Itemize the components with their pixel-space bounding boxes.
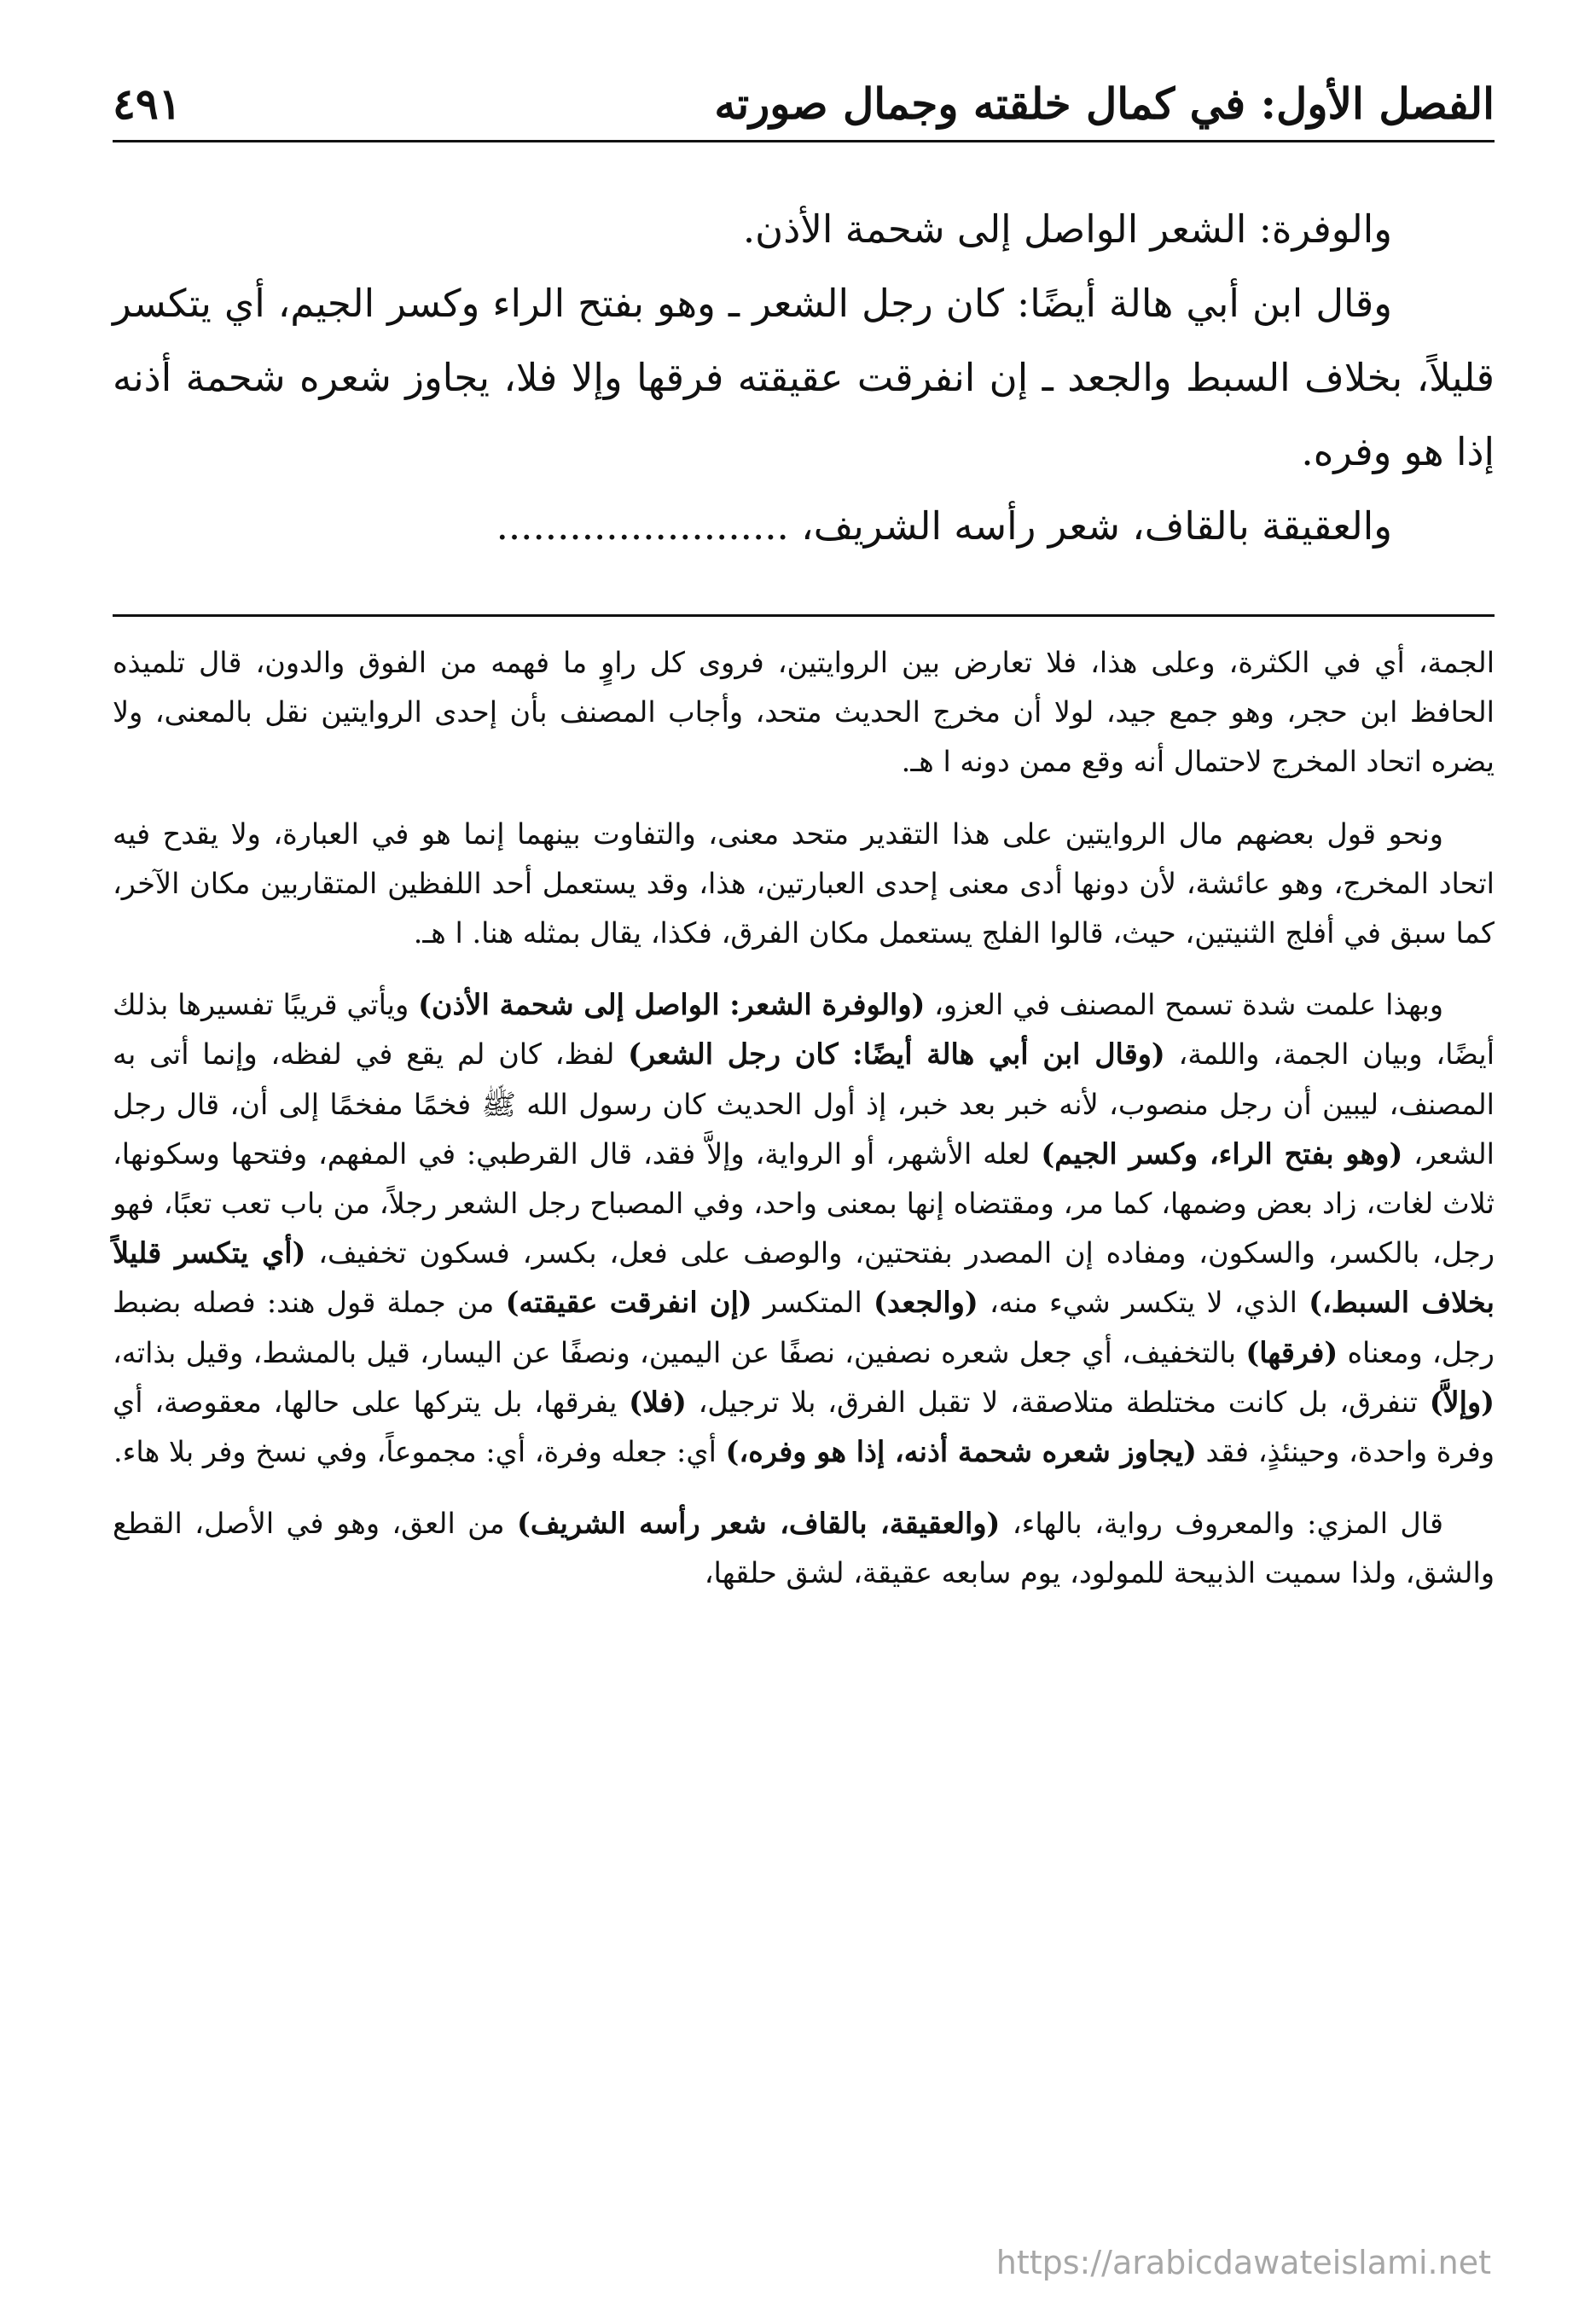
quoted-text: (فلا) [629,1385,687,1419]
watermark: https://arabicdawateislami.net [995,2244,1491,2281]
quoted-text: (والوفرة الشعر: الواصل إلى شحمة الأذن) [418,988,926,1022]
main-text [113,192,1495,563]
commentary-text: أي: جعله وفرة، أي: مجموعاً، وفي نسخ وفر بلا هاء. [113,1435,726,1469]
quoted-text: (وإلاَّ) [1429,1385,1495,1419]
footnote-paragraph-1: الجمة، أي في الكثرة، وعلى هذا، فلا تعارض بين الروايتين، فروى كل راوٍ ما فهمه من الفوق والدون، قال تلميذه الحافظ ابن حجر، وهو جمع جيد، لولا أن مخرج الحديث متحد، وأجاب المصنف بأن إحدى الروايتين نقل بالمعنى، ولا يضره اتحاد المخرج لاحتمال أنه وقع ممن دونه ا هـ. [113,646,1495,779]
commentary-text: لفظ، كان لم يقع في لفظه، وإنما أتى به المصنف، ليبين أن رجل منصوب، لأنه خبر بعد خبر، إذ أول الحديث كان رسول الله ﷺ فخمًا مفخمًا إلى أن، قال رجل الشعر، [113,1037,1495,1171]
footnote-paragraph-2: ونحو قول بعضهم مال الروايتين على هذا التقدير متحد معنى، والتفاوت بينهما إنما هو في العبارة، ولا يقدح فيه اتحاد المخرج، وهو عائشة، لأن دونها أدى معنى إحدى العبارتين، هذا، وقد يستعمل أحد اللفظين المتقاربين مكان الآخر، كما سبق في أفلج الثنيتين، حيث، قالوا الفلج يستعمل مكان الفرق، فكذا، يقال بمثله هنا. ا هـ. [113,816,1495,950]
quoted-text: (فرقها) [1245,1335,1338,1369]
commentary-text: الذي، لا يتكسر شيء منه، [978,1286,1309,1320]
main-paragraph-2: وقال ابن أبي هالة أيضًا: كان رجل الشعر ـ وهو بفتح الراء وكسر الجيم، أي يتكسر قليلاً، بخلاف السبط والجعد ـ إن انفرقت عقيقته فرقها وإلا فلا، يجاوز شعره شحمة أذنه إذا هو وفره. [113,281,1495,474]
commentary-text: من العق، وهو في الأصل، القطع والشق، ولذا سميت الذبيحة للمولود، يوم سابعه عقيقة، لشق حلقها، [113,1507,1495,1590]
commentary-text: يفرقها، بل يتركها على حالها، معقوصة، أي وفرة واحدة، وحينئذٍ، فقد [113,1385,1495,1469]
main-paragraph-3: والعقيقة بالقاف، شعر رأسه الشريف، ........................ [496,503,1392,549]
quoted-text: (والعقيقة، بالقاف، شعر رأسه الشريف) [516,1507,1001,1541]
quoted-text: (وهو بفتح الراء، وكسر الجيم) [1041,1136,1403,1171]
footnotes [113,638,1495,1621]
footnote-rule [113,614,1495,617]
page-header [113,78,1495,138]
commentary-text: وبهذا علمت شدة تسمح المصنف في العزو، [925,988,1443,1022]
quoted-text: (أي يتكسر قليلاً بخلاف السبط،) [113,1236,1495,1320]
main-paragraph-1: والوفرة: الشعر الواصل إلى شحمة الأذن. [742,206,1392,252]
page-number: ٤٩١ [113,78,182,129]
commentary-text: تنفرق، بل كانت مختلطة متلاصقة، لا تقبل الفرق، بلا ترجيل، [686,1385,1430,1419]
commentary-text: من جملة قول هند: فصله بضبط رجل، ومعناه [113,1286,1495,1369]
commentary-text: قال المزي: والمعروف رواية، بالهاء، [1000,1507,1443,1541]
commentary-text: ويأتي قريبًا تفسيرها بذلك أيضًا، وبيان الجمة، واللمة، [113,988,1495,1072]
chapter-title: الفصل الأول: في كمال خلقته وجمال صورته [714,78,1495,129]
footnote-paragraph-4 [113,1499,1495,1598]
commentary-text: المتكسر [752,1286,874,1320]
quoted-text: (يجاوز شعره شحمة أذنه، إذا هو وفره،) [725,1435,1197,1469]
footnote-paragraph-3 [113,980,1495,1477]
quoted-text: (والجعد) [873,1286,978,1320]
commentary-text: لعله الأشهر، أو الرواية، وإلاَّ فقد، قال القرطبي: في المفهم، وفتحها وسكونها، ثلاث لغات، زاد بعض وضمها، كما مر، ومقتضاه إنها بمعنى واحد، وفي المصباح رجل الشعر رجلاً، من باب تعب تعبًا، فهو رجل، بالكسر، والسكون، ومفاده إن المصدر بفتحتين، والوصف على فعل، بكسر، فسكون تخفيف، [113,1136,1495,1270]
quoted-text: (وقال ابن أبي هالة أيضًا: كان رجل الشعر) [628,1037,1165,1072]
header-rule [113,140,1495,142]
quoted-text: (إن انفرقت عقيقته) [505,1286,752,1320]
commentary-text: بالتخفيف، أي جعل شعره نصفين، نصفًا عن اليمين، ونصفًا عن اليسار، قيل بالمشط، وقيل بذاته، [113,1335,1246,1369]
